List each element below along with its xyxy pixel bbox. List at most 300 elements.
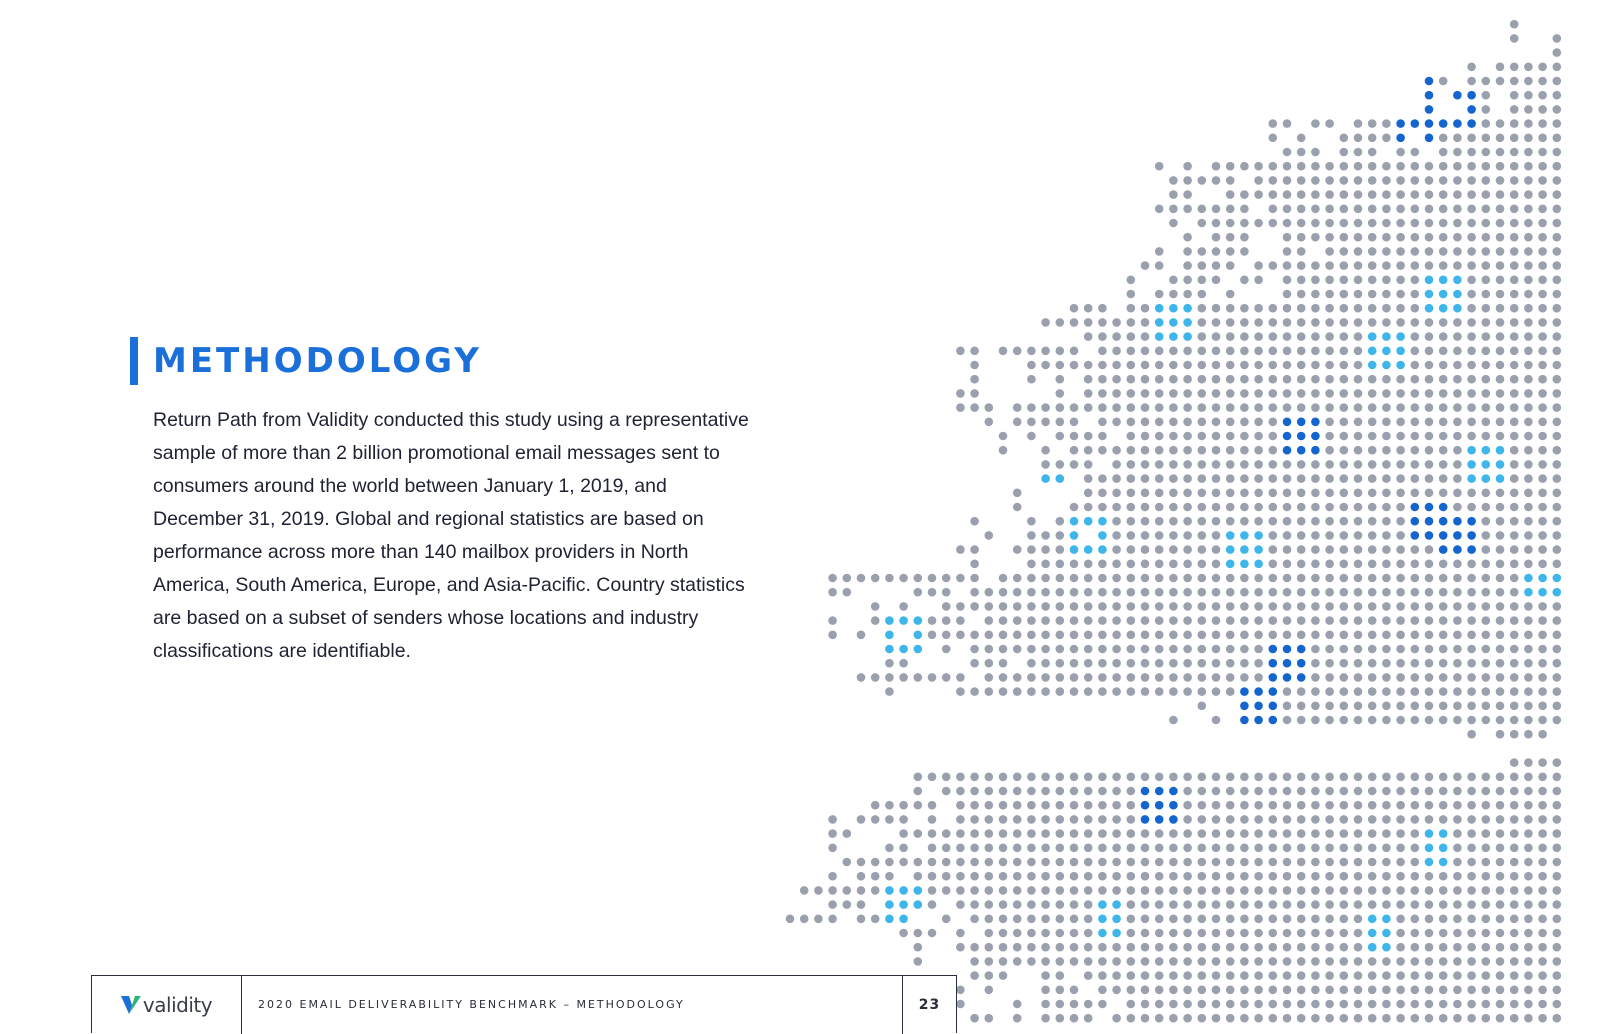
map-dot — [1510, 205, 1519, 214]
map-dot — [1212, 460, 1221, 469]
map-dot — [1439, 1000, 1448, 1009]
map-dot — [1467, 545, 1476, 554]
map-dot — [1425, 403, 1434, 412]
map-dot — [1056, 631, 1065, 640]
map-dot — [1439, 574, 1448, 583]
map-dot — [1084, 602, 1093, 611]
map-dot — [1254, 574, 1263, 583]
map-dot — [1070, 574, 1079, 583]
map-dot — [1212, 545, 1221, 554]
map-dot — [899, 886, 908, 895]
map-dot — [1325, 190, 1334, 199]
map-dot — [942, 631, 951, 640]
map-dot — [1311, 176, 1320, 185]
map-dot — [1183, 915, 1192, 924]
map-dot — [1467, 205, 1476, 214]
map-dot — [970, 347, 979, 356]
map-dot — [1396, 801, 1405, 810]
map-dot — [1396, 304, 1405, 313]
map-dot — [1453, 886, 1462, 895]
map-dot — [1482, 517, 1491, 526]
map-dot — [1084, 361, 1093, 370]
map-dot — [843, 574, 852, 583]
map-dot — [1453, 659, 1462, 668]
map-dot — [1496, 1000, 1505, 1009]
map-dot — [1254, 957, 1263, 966]
map-dot — [1112, 403, 1121, 412]
map-dot — [1169, 1014, 1178, 1023]
map-dot — [1396, 219, 1405, 228]
map-dot — [1098, 631, 1107, 640]
map-dot — [1155, 900, 1164, 909]
map-dot — [1084, 517, 1093, 526]
map-dot — [1297, 631, 1306, 640]
map-dot — [1226, 446, 1235, 455]
map-dot — [1311, 886, 1320, 895]
map-dot — [1198, 815, 1207, 824]
map-dot — [1538, 574, 1547, 583]
map-dot — [1254, 872, 1263, 881]
map-dot — [1141, 460, 1150, 469]
map-dot — [1070, 560, 1079, 569]
map-dot — [1297, 986, 1306, 995]
map-dot — [1112, 929, 1121, 938]
map-dot — [1368, 361, 1377, 370]
map-dot — [1098, 801, 1107, 810]
map-dot — [1538, 900, 1547, 909]
map-dot — [1325, 261, 1334, 270]
map-dot — [1510, 105, 1519, 114]
map-dot — [1112, 574, 1121, 583]
map-dot — [1354, 318, 1363, 327]
map-dot — [1056, 403, 1065, 412]
map-dot — [1354, 659, 1363, 668]
map-dot — [985, 687, 994, 696]
map-dot — [1340, 474, 1349, 483]
map-dot — [1538, 148, 1547, 157]
map-dot — [1439, 176, 1448, 185]
map-dot — [1396, 787, 1405, 796]
map-dot — [1226, 957, 1235, 966]
map-dot — [1041, 844, 1050, 853]
map-dot — [1311, 531, 1320, 540]
map-dot — [1155, 971, 1164, 980]
map-dot — [1354, 361, 1363, 370]
map-dot — [970, 574, 979, 583]
map-dot — [1538, 1000, 1547, 1009]
map-dot — [1411, 290, 1420, 299]
map-dot — [1198, 1014, 1207, 1023]
map-dot — [1041, 446, 1050, 455]
map-dot — [1425, 318, 1434, 327]
map-dot — [956, 773, 965, 782]
map-dot — [1127, 801, 1136, 810]
map-dot — [1368, 1014, 1377, 1023]
map-dot — [1325, 560, 1334, 569]
map-dot — [1340, 787, 1349, 796]
map-dot — [1382, 929, 1391, 938]
map-dot — [1439, 247, 1448, 256]
map-dot — [1439, 602, 1448, 611]
map-dot — [1027, 829, 1036, 838]
map-dot — [1297, 943, 1306, 952]
map-dot — [1013, 588, 1022, 597]
map-dot — [1425, 432, 1434, 441]
map-dot — [1467, 560, 1476, 569]
map-dot — [1112, 446, 1121, 455]
map-dot — [1198, 318, 1207, 327]
map-dot — [828, 574, 837, 583]
map-dot — [1056, 929, 1065, 938]
map-dot — [828, 815, 837, 824]
map-dot — [1396, 403, 1405, 412]
map-dot — [1098, 545, 1107, 554]
map-dot — [1254, 219, 1263, 228]
map-dot — [1212, 503, 1221, 512]
map-dot — [1553, 815, 1562, 824]
map-dot — [1524, 858, 1533, 867]
map-dot — [1226, 219, 1235, 228]
map-dot — [1396, 389, 1405, 398]
map-dot — [1311, 574, 1320, 583]
map-dot — [1240, 247, 1249, 256]
map-dot — [1098, 347, 1107, 356]
map-dot — [1325, 957, 1334, 966]
map-dot — [1070, 858, 1079, 867]
map-dot — [1070, 347, 1079, 356]
map-dot — [1311, 702, 1320, 711]
map-dot — [1198, 787, 1207, 796]
map-dot — [1056, 361, 1065, 370]
map-dot — [1524, 602, 1533, 611]
map-dot — [1496, 957, 1505, 966]
map-dot — [1269, 503, 1278, 512]
map-dot — [1396, 134, 1405, 143]
map-dot — [1467, 872, 1476, 881]
map-dot — [914, 588, 923, 597]
map-dot — [1240, 915, 1249, 924]
map-dot — [1524, 531, 1533, 540]
map-dot — [1198, 446, 1207, 455]
map-dot — [1127, 1000, 1136, 1009]
map-dot — [1496, 773, 1505, 782]
map-dot — [885, 687, 894, 696]
map-dot — [1467, 290, 1476, 299]
map-dot — [1368, 687, 1377, 696]
map-dot — [1254, 418, 1263, 427]
map-dot — [1155, 361, 1164, 370]
map-dot — [1382, 304, 1391, 313]
map-dot — [1183, 276, 1192, 285]
map-dot — [1169, 929, 1178, 938]
map-dot — [1112, 332, 1121, 341]
map-dot — [1311, 148, 1320, 157]
map-dot — [1411, 517, 1420, 526]
map-dot — [1553, 148, 1562, 157]
map-dot — [1382, 134, 1391, 143]
map-dot — [1524, 63, 1533, 72]
map-dot — [1538, 971, 1547, 980]
map-dot — [1283, 801, 1292, 810]
map-dot — [1467, 659, 1476, 668]
map-dot — [1169, 872, 1178, 881]
map-dot — [970, 375, 979, 384]
map-dot — [1084, 460, 1093, 469]
map-dot — [1183, 531, 1192, 540]
map-dot — [1098, 957, 1107, 966]
map-dot — [1183, 858, 1192, 867]
map-dot — [1297, 503, 1306, 512]
map-dot — [1240, 389, 1249, 398]
map-dot — [1496, 77, 1505, 86]
map-dot — [1340, 247, 1349, 256]
map-dot — [1070, 318, 1079, 327]
map-dot — [1254, 361, 1263, 370]
map-dot — [1340, 986, 1349, 995]
map-dot — [1070, 929, 1079, 938]
map-dot — [1254, 801, 1263, 810]
map-dot — [1368, 247, 1377, 256]
map-dot — [1510, 886, 1519, 895]
map-dot — [843, 886, 852, 895]
map-dot — [1538, 659, 1547, 668]
map-dot — [1510, 900, 1519, 909]
map-dot — [1283, 645, 1292, 654]
map-dot — [1524, 190, 1533, 199]
map-dot — [1226, 645, 1235, 654]
map-dot — [1141, 261, 1150, 270]
map-dot — [1396, 574, 1405, 583]
map-dot — [1453, 574, 1462, 583]
map-dot — [1084, 815, 1093, 824]
map-dot — [1482, 588, 1491, 597]
map-dot — [956, 829, 965, 838]
map-dot — [1183, 503, 1192, 512]
map-dot — [1411, 943, 1420, 952]
map-dot — [1084, 560, 1093, 569]
map-dot — [1098, 773, 1107, 782]
map-dot — [1340, 489, 1349, 498]
map-dot — [1425, 418, 1434, 427]
map-dot — [1425, 886, 1434, 895]
map-dot — [1183, 560, 1192, 569]
map-dot — [1084, 971, 1093, 980]
map-dot — [1112, 616, 1121, 625]
map-dot — [1482, 986, 1491, 995]
map-dot — [985, 602, 994, 611]
map-dot — [1169, 304, 1178, 313]
map-dot — [1510, 872, 1519, 881]
map-dot — [1013, 403, 1022, 412]
map-dot — [1482, 531, 1491, 540]
map-dot — [1510, 91, 1519, 100]
map-dot — [1212, 517, 1221, 526]
map-dot — [1496, 219, 1505, 228]
map-dot — [1226, 517, 1235, 526]
map-dot — [1127, 432, 1136, 441]
map-dot — [1538, 318, 1547, 327]
map-dot — [1453, 219, 1462, 228]
map-dot — [1112, 460, 1121, 469]
map-dot — [1269, 347, 1278, 356]
map-dot — [828, 844, 837, 853]
map-dot — [1382, 446, 1391, 455]
map-dot — [1056, 474, 1065, 483]
map-dot — [1368, 787, 1377, 796]
map-dot — [1141, 560, 1150, 569]
map-dot — [1538, 801, 1547, 810]
map-dot — [1496, 858, 1505, 867]
map-dot — [985, 872, 994, 881]
map-dot — [1382, 574, 1391, 583]
map-dot — [1112, 545, 1121, 554]
map-dot — [1127, 957, 1136, 966]
map-dot — [1538, 290, 1547, 299]
map-dot — [1368, 403, 1377, 412]
map-dot — [1467, 616, 1476, 625]
map-dot — [1411, 900, 1420, 909]
map-dot — [1254, 474, 1263, 483]
map-dot — [1212, 276, 1221, 285]
map-dot — [1283, 702, 1292, 711]
map-dot — [1169, 900, 1178, 909]
map-dot — [1439, 276, 1448, 285]
map-dot — [1411, 531, 1420, 540]
map-dot — [1496, 716, 1505, 725]
map-dot — [970, 900, 979, 909]
map-dot — [985, 900, 994, 909]
map-dot — [1524, 574, 1533, 583]
map-dot — [1368, 872, 1377, 881]
map-dot — [1496, 176, 1505, 185]
map-dot — [1510, 517, 1519, 526]
map-dot — [1155, 432, 1164, 441]
map-dot — [1382, 489, 1391, 498]
map-dot — [1510, 276, 1519, 285]
map-dot — [1155, 460, 1164, 469]
map-dot — [999, 900, 1008, 909]
map-dot — [1311, 190, 1320, 199]
map-dot — [1311, 560, 1320, 569]
map-dot — [985, 773, 994, 782]
map-dot — [1425, 361, 1434, 370]
map-dot — [1212, 304, 1221, 313]
map-dot — [928, 844, 937, 853]
map-dot — [1439, 233, 1448, 242]
map-dot — [1269, 119, 1278, 128]
map-dot — [1041, 602, 1050, 611]
map-dot — [1496, 645, 1505, 654]
map-dot — [1226, 844, 1235, 853]
map-dot — [1041, 545, 1050, 554]
map-dot — [1524, 844, 1533, 853]
map-dot — [1212, 844, 1221, 853]
map-dot — [1141, 332, 1150, 341]
map-dot — [1482, 148, 1491, 157]
map-dot — [985, 815, 994, 824]
map-dot — [1127, 347, 1136, 356]
map-dot — [1467, 474, 1476, 483]
map-dot — [1553, 631, 1562, 640]
map-dot — [1425, 219, 1434, 228]
map-dot — [1198, 602, 1207, 611]
map-dot — [999, 844, 1008, 853]
map-dot — [1524, 460, 1533, 469]
map-dot — [1169, 432, 1178, 441]
map-dot — [1254, 403, 1263, 412]
map-dot — [1340, 261, 1349, 270]
map-dot — [1311, 446, 1320, 455]
map-dot — [1269, 631, 1278, 640]
map-dot — [1467, 304, 1476, 313]
map-dot — [1240, 900, 1249, 909]
map-dot — [1183, 247, 1192, 256]
map-dot — [828, 900, 837, 909]
map-dot — [1439, 858, 1448, 867]
map-dot — [1127, 276, 1136, 285]
map-dot — [1340, 773, 1349, 782]
map-dot — [1297, 716, 1306, 725]
map-dot — [1325, 900, 1334, 909]
map-dot — [1254, 787, 1263, 796]
map-dot — [999, 929, 1008, 938]
map-dot — [1127, 616, 1136, 625]
map-dot — [1198, 801, 1207, 810]
map-dot — [1254, 886, 1263, 895]
map-dot — [1198, 389, 1207, 398]
map-dot — [1553, 915, 1562, 924]
map-dot — [1240, 602, 1249, 611]
map-dot — [1354, 176, 1363, 185]
map-dot — [899, 645, 908, 654]
map-dot — [1141, 829, 1150, 838]
map-dot — [1553, 190, 1562, 199]
map-dot — [985, 1014, 994, 1023]
map-dot — [1112, 347, 1121, 356]
map-dot — [1311, 418, 1320, 427]
map-dot — [1254, 446, 1263, 455]
map-dot — [1098, 304, 1107, 313]
map-dot — [1056, 602, 1065, 611]
map-dot — [1070, 418, 1079, 427]
map-dot — [1183, 418, 1192, 427]
map-dot — [1340, 673, 1349, 682]
map-dot — [1141, 361, 1150, 370]
map-dot — [1127, 986, 1136, 995]
map-dot — [1510, 63, 1519, 72]
map-dot — [1325, 460, 1334, 469]
map-dot — [970, 844, 979, 853]
map-dot — [1553, 1014, 1562, 1023]
map-dot — [1155, 560, 1164, 569]
map-dot — [1183, 205, 1192, 214]
map-dot — [1524, 957, 1533, 966]
map-dot — [1084, 773, 1093, 782]
map-dot — [1396, 148, 1405, 157]
map-dot — [1056, 844, 1065, 853]
map-dot — [1538, 1014, 1547, 1023]
map-dot — [1453, 205, 1462, 214]
map-dot — [1112, 900, 1121, 909]
map-dot — [1496, 560, 1505, 569]
map-dot — [1482, 971, 1491, 980]
map-dot — [1453, 531, 1462, 540]
map-dot — [942, 602, 951, 611]
map-dot — [999, 673, 1008, 682]
map-dot — [1212, 1000, 1221, 1009]
map-dot — [1098, 616, 1107, 625]
map-dot — [1524, 631, 1533, 640]
